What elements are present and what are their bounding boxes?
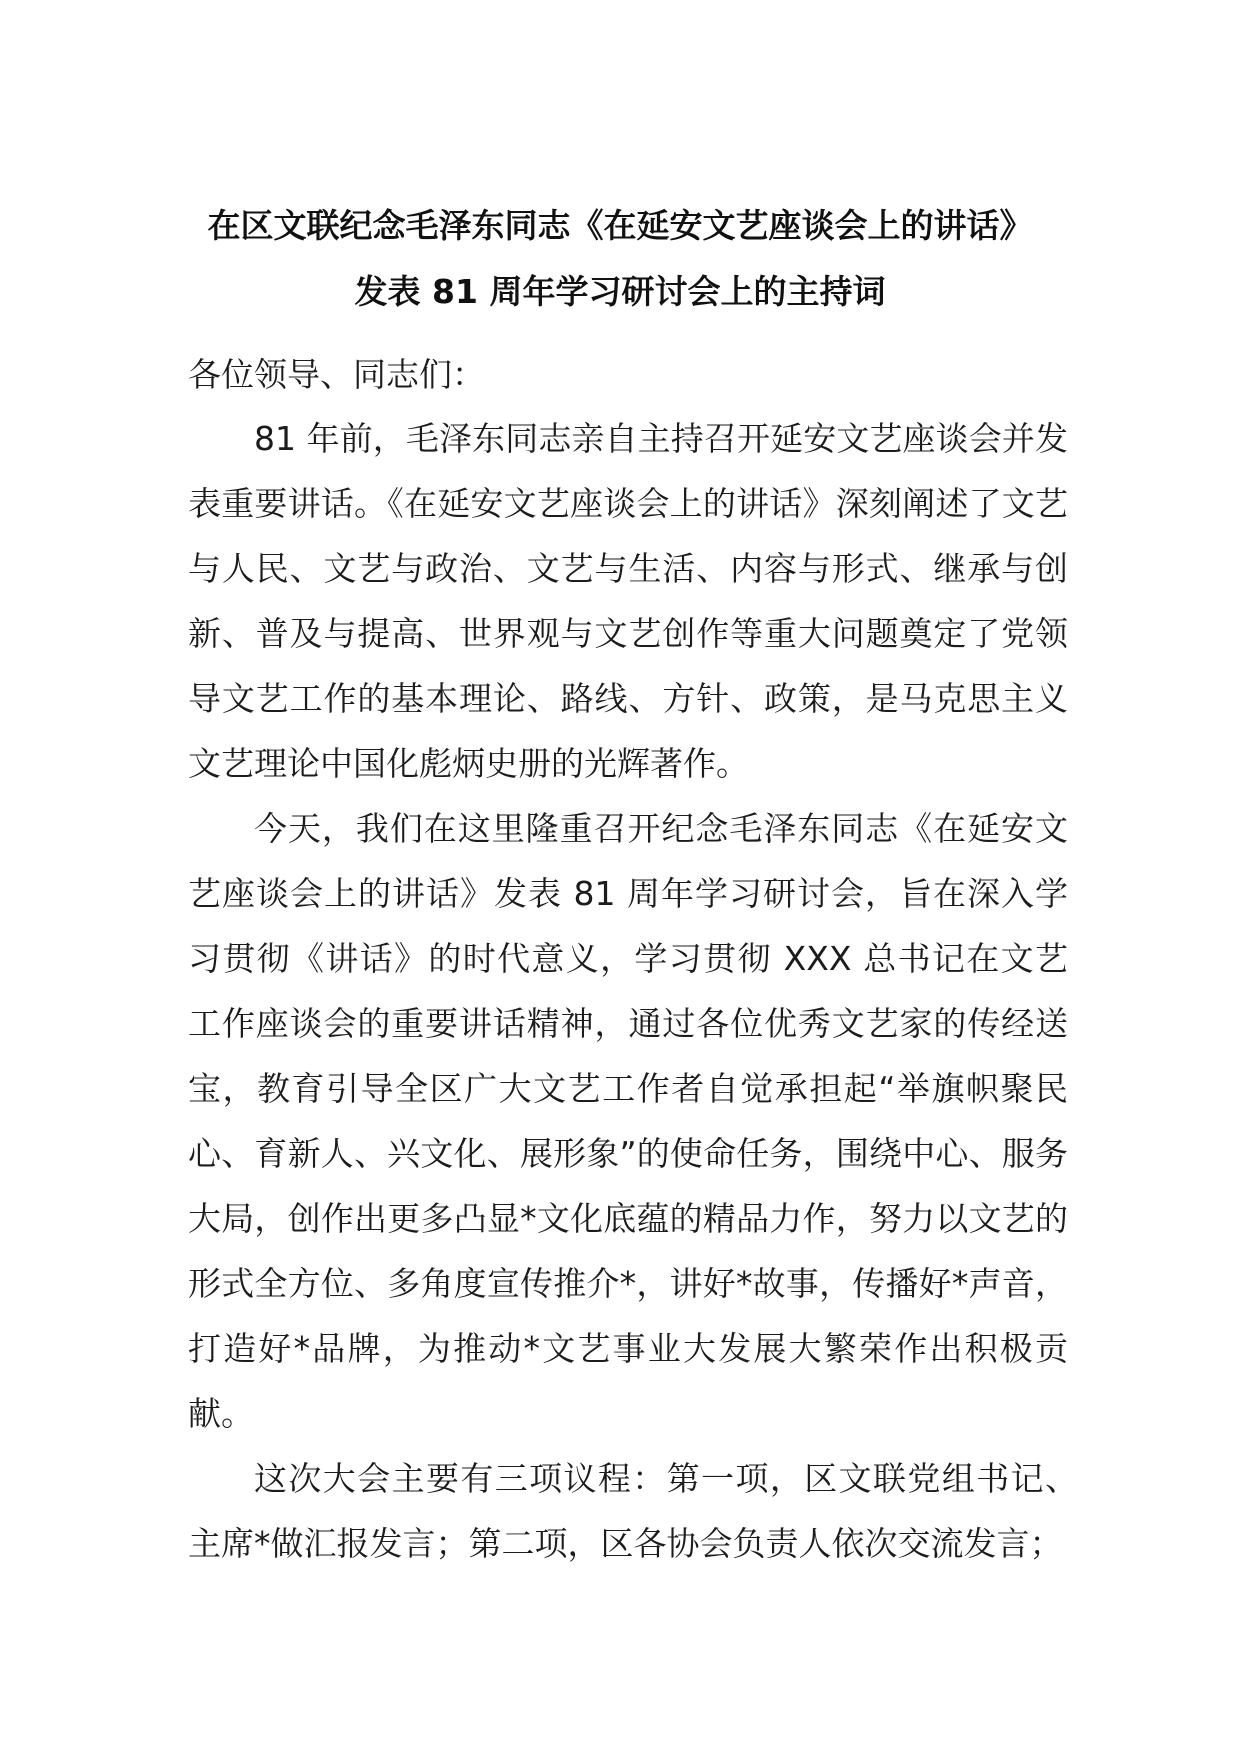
document-title-line-2: 发表 81 周年学习研讨会上的主持词	[354, 272, 886, 311]
document-title-line-1: 在区文联纪念毛泽东同志《在延安文艺座谈会上的讲话》	[207, 206, 1033, 245]
paragraph: 今天，我们在这里隆重召开纪念毛泽东同志《在延安文艺座谈会上的讲话》发表 81 周年学习研讨会，旨在深入学习贯彻《讲话》的时代意义，学习贯彻 XXX 总书记在文艺工作座谈会的重要讲话精神，通过各位优秀文艺家的传经送宝，教育引导全区广大文艺工作者自觉承担起“举旗帜聚民心、育新人、兴文化、展形象”的使命任务，围绕中心、服务大局，创作出更多凸显*文化底蕴的精品力作，努力以文艺的形式全方位、多角度宣传推介*，讲好*故事，传播好*声音，打造好*品牌，为推动*文艺事业大发展大繁荣作出积极贡献。	[188, 809, 1068, 1433]
paragraph: 81 年前，毛泽东同志亲自主持召开延安文艺座谈会并发表重要讲话。《在延安文艺座谈会上的讲话》深刻阐述了文艺与人民、文艺与政治、文艺与生活、内容与形式、继承与创新、普及与提高、世界观与文艺创作等重大问题奠定了党领导文艺工作的基本理论、路线、方针、政策，是马克思主义文艺理论中国化彪炳史册的光辉著作。	[188, 419, 1068, 783]
paragraph: 这次大会主要有三项议程：第一项，区文联党组书记、主席*做汇报发言；第二项，区各协会负责人依次交流发言；	[188, 1459, 1078, 1563]
salutation: 各位领导、同志们：	[188, 355, 485, 394]
